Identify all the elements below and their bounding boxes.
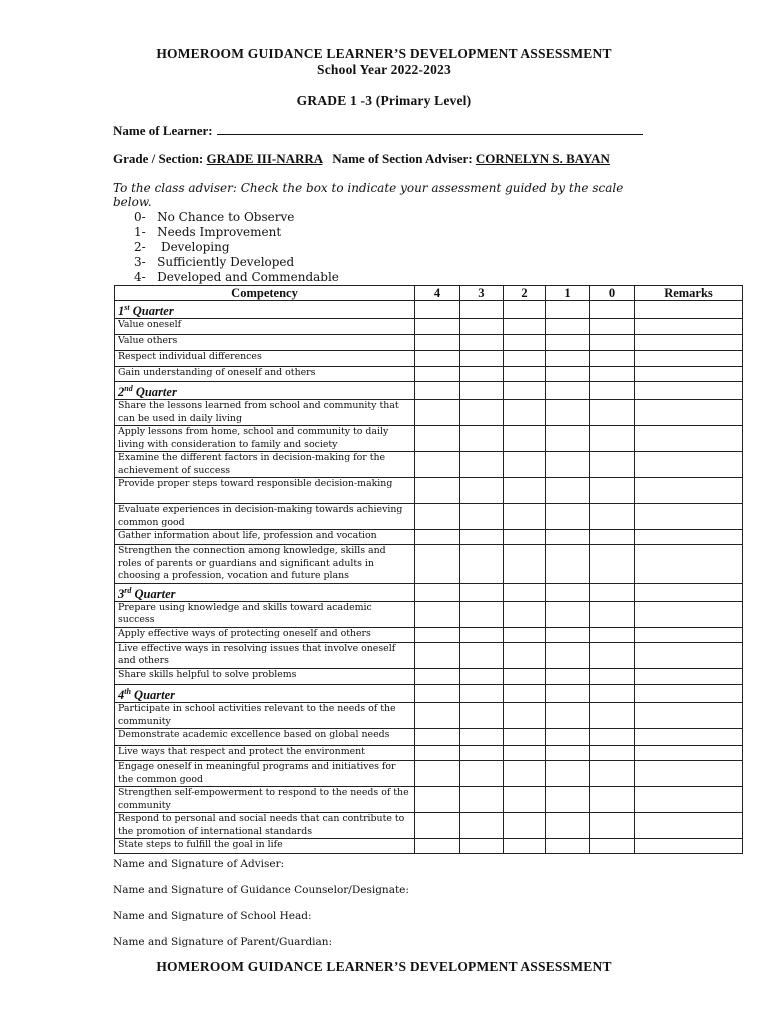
quarter-heading xyxy=(115,684,415,702)
school-head-signature-label: Name and Signature of School Head: xyxy=(113,910,312,922)
quarter-heading xyxy=(115,301,415,319)
score-1-box[interactable] xyxy=(546,642,590,668)
competency-row xyxy=(115,746,743,761)
score-3-box[interactable] xyxy=(460,478,504,504)
score-0-box[interactable] xyxy=(590,504,635,530)
competency-row xyxy=(115,787,743,813)
score-1-box[interactable] xyxy=(546,813,590,839)
learner-name-blank[interactable] xyxy=(217,122,643,135)
score-3-box[interactable] xyxy=(460,400,504,426)
score-4-box[interactable] xyxy=(415,729,460,746)
score-2-box[interactable] xyxy=(504,627,546,642)
competency-text: Share skills helpful to solve problems xyxy=(115,668,415,684)
score-3-box[interactable] xyxy=(460,839,504,854)
quarter-row xyxy=(115,382,743,400)
remarks-cell[interactable] xyxy=(635,367,743,382)
rating-scale xyxy=(134,210,339,285)
remarks-cell[interactable] xyxy=(635,530,743,545)
competency-text: Examine the different factors in decision-making for the achievement of success xyxy=(115,452,415,478)
score-4-box[interactable] xyxy=(415,668,460,684)
learner-name-row xyxy=(113,122,643,139)
remarks-cell[interactable] xyxy=(635,400,743,426)
adviser-signature-label: Name and Signature of Adviser: xyxy=(113,858,285,870)
competency-row xyxy=(115,703,743,729)
competency-text: Strengthen the connection among knowledge, skills and roles of parents or guardians and significant adults in choosing a profession, vocation and future plans xyxy=(115,545,415,584)
score-2-box[interactable] xyxy=(504,545,546,584)
grade-section-label: Grade / Section: xyxy=(113,151,204,166)
score-0-box[interactable] xyxy=(590,452,635,478)
score-3-box[interactable] xyxy=(460,703,504,729)
score-4-box[interactable] xyxy=(415,545,460,584)
competency-text: Apply lessons from home, school and community to daily living with consideration to family and society xyxy=(115,426,415,452)
quarter-label: Quarter xyxy=(130,688,176,703)
remarks-cell[interactable] xyxy=(635,319,743,335)
score-0-box[interactable] xyxy=(590,545,635,584)
quarter-ordinal: th xyxy=(124,686,131,696)
remarks-cell[interactable] xyxy=(635,746,743,761)
remarks-cell[interactable] xyxy=(635,668,743,684)
remarks-cell[interactable] xyxy=(635,335,743,351)
quarter-number: 1 xyxy=(118,304,125,319)
score-1-box[interactable] xyxy=(546,668,590,684)
competency-row xyxy=(115,813,743,839)
adviser-label: Name of Section Adviser: xyxy=(332,151,473,166)
competency-text: Share the lessons learned from school and community that can be used in daily living xyxy=(115,400,415,426)
competency-row xyxy=(115,319,743,335)
score-4-box[interactable] xyxy=(415,478,460,504)
competency-text: Demonstrate academic excellence based on global needs xyxy=(115,729,415,746)
competency-row xyxy=(115,642,743,668)
remarks-cell[interactable] xyxy=(635,642,743,668)
header-remarks: Remarks xyxy=(635,286,743,301)
score-1-box[interactable] xyxy=(546,839,590,854)
score-3-box[interactable] xyxy=(460,601,504,627)
quarter-heading xyxy=(115,583,415,601)
competency-row xyxy=(115,478,743,504)
score-2-box[interactable] xyxy=(504,351,546,367)
competency-text: Live ways that respect and protect the environment xyxy=(115,746,415,761)
competency-row xyxy=(115,761,743,787)
score-1-box[interactable] xyxy=(546,367,590,382)
competency-text: State steps to fulfill the goal in life xyxy=(115,839,415,854)
score-2-box[interactable] xyxy=(504,642,546,668)
quarter-ordinal: rd xyxy=(124,585,132,595)
table-header-row xyxy=(115,286,743,301)
score-1-box[interactable] xyxy=(546,583,590,601)
score-4-box[interactable] xyxy=(415,319,460,335)
score-2-box[interactable] xyxy=(504,746,546,761)
scale-item: 1- Needs Improvement xyxy=(134,225,282,239)
competency-text: Strengthen self-empowerment to respond to the needs of the community xyxy=(115,787,415,813)
score-4-box[interactable] xyxy=(415,382,460,400)
score-2-box[interactable] xyxy=(504,761,546,787)
score-3-box[interactable] xyxy=(460,746,504,761)
score-2-box[interactable] xyxy=(504,684,546,702)
score-4-box[interactable] xyxy=(415,684,460,702)
competency-text: Apply effective ways of protecting oneself and others xyxy=(115,627,415,642)
competency-text: Provide proper steps toward responsible decision-making xyxy=(115,478,415,504)
score-4-box[interactable] xyxy=(415,400,460,426)
remarks-cell[interactable] xyxy=(635,684,743,702)
quarter-row xyxy=(115,583,743,601)
competency-row xyxy=(115,668,743,684)
score-0-box[interactable] xyxy=(590,400,635,426)
header-competency: Competency xyxy=(115,286,415,301)
header-score-1: 1 xyxy=(546,286,590,301)
score-2-box[interactable] xyxy=(504,301,546,319)
score-2-box[interactable] xyxy=(504,787,546,813)
grade-section-value: GRADE III-NARRA xyxy=(206,151,323,166)
learner-name-label: Name of Learner: xyxy=(113,123,213,138)
competency-text: Participate in school activities relevant to the needs of the community xyxy=(115,703,415,729)
header-score-0: 0 xyxy=(590,286,635,301)
quarter-ordinal: nd xyxy=(124,384,133,394)
score-2-box[interactable] xyxy=(504,703,546,729)
quarter-label: Quarter xyxy=(129,304,174,319)
parent-signature-label: Name and Signature of Parent/Guardian: xyxy=(113,936,333,948)
score-1-box[interactable] xyxy=(546,729,590,746)
score-0-box[interactable] xyxy=(590,627,635,642)
score-1-box[interactable] xyxy=(546,400,590,426)
score-2-box[interactable] xyxy=(504,530,546,545)
score-1-box[interactable] xyxy=(546,301,590,319)
competency-row xyxy=(115,335,743,351)
remarks-cell[interactable] xyxy=(635,583,743,601)
score-1-box[interactable] xyxy=(546,530,590,545)
quarter-label: Quarter xyxy=(131,586,176,601)
score-3-box[interactable] xyxy=(460,729,504,746)
score-2-box[interactable] xyxy=(504,504,546,530)
score-1-box[interactable] xyxy=(546,478,590,504)
score-3-box[interactable] xyxy=(460,787,504,813)
quarter-row xyxy=(115,684,743,702)
score-2-box[interactable] xyxy=(504,426,546,452)
score-4-box[interactable] xyxy=(415,335,460,351)
score-2-box[interactable] xyxy=(504,583,546,601)
score-1-box[interactable] xyxy=(546,452,590,478)
score-4-box[interactable] xyxy=(415,504,460,530)
score-2-box[interactable] xyxy=(504,601,546,627)
remarks-cell[interactable] xyxy=(635,627,743,642)
competency-row xyxy=(115,504,743,530)
quarter-row xyxy=(115,301,743,319)
scale-item: 3- Sufficiently Developed xyxy=(134,255,295,269)
score-2-box[interactable] xyxy=(504,668,546,684)
competency-text: Respect individual differences xyxy=(115,351,415,367)
score-3-box[interactable] xyxy=(460,668,504,684)
remarks-cell[interactable] xyxy=(635,351,743,367)
score-4-box[interactable] xyxy=(415,746,460,761)
score-4-box[interactable] xyxy=(415,426,460,452)
score-3-box[interactable] xyxy=(460,813,504,839)
score-3-box[interactable] xyxy=(460,684,504,702)
remarks-cell[interactable] xyxy=(635,813,743,839)
scale-item: 2- Developing xyxy=(134,240,230,254)
document-title: HOMEROOM GUIDANCE LEARNER’S DEVELOPMENT ASSESSMENT xyxy=(156,46,612,61)
score-1-box[interactable] xyxy=(546,601,590,627)
score-2-box[interactable] xyxy=(504,813,546,839)
score-4-box[interactable] xyxy=(415,813,460,839)
competency-text: Engage oneself in meaningful programs and initiatives for the common good xyxy=(115,761,415,787)
score-1-box[interactable] xyxy=(546,545,590,584)
score-4-box[interactable] xyxy=(415,839,460,854)
header-score-3: 3 xyxy=(460,286,504,301)
scale-item: 4- Developed and Commendable xyxy=(134,270,339,284)
score-0-box[interactable] xyxy=(590,382,635,400)
score-3-box[interactable] xyxy=(460,301,504,319)
score-1-box[interactable] xyxy=(546,761,590,787)
score-1-box[interactable] xyxy=(546,335,590,351)
competency-row xyxy=(115,729,743,746)
score-0-box[interactable] xyxy=(590,335,635,351)
score-1-box[interactable] xyxy=(546,787,590,813)
competency-row xyxy=(115,426,743,452)
score-0-box[interactable] xyxy=(590,426,635,452)
competency-row xyxy=(115,530,743,545)
score-0-box[interactable] xyxy=(590,319,635,335)
quarter-number: 3 xyxy=(118,586,125,601)
score-2-box[interactable] xyxy=(504,729,546,746)
score-4-box[interactable] xyxy=(415,301,460,319)
competency-text: Prepare using knowledge and skills toward academic success xyxy=(115,601,415,627)
grade-section-row xyxy=(113,151,610,167)
school-year: School Year 2022-2023 xyxy=(317,62,451,77)
score-0-box[interactable] xyxy=(590,787,635,813)
competency-row xyxy=(115,351,743,367)
score-0-box[interactable] xyxy=(590,839,635,854)
remarks-cell[interactable] xyxy=(635,729,743,746)
score-1-box[interactable] xyxy=(546,426,590,452)
score-3-box[interactable] xyxy=(460,319,504,335)
competency-row xyxy=(115,601,743,627)
score-0-box[interactable] xyxy=(590,729,635,746)
header-score-2: 2 xyxy=(504,286,546,301)
score-4-box[interactable] xyxy=(415,601,460,627)
competency-row xyxy=(115,452,743,478)
score-0-box[interactable] xyxy=(590,601,635,627)
quarter-label: Quarter xyxy=(132,385,177,400)
score-0-box[interactable] xyxy=(590,478,635,504)
score-1-box[interactable] xyxy=(546,684,590,702)
remarks-cell[interactable] xyxy=(635,478,743,504)
score-2-box[interactable] xyxy=(504,478,546,504)
score-3-box[interactable] xyxy=(460,545,504,584)
score-2-box[interactable] xyxy=(504,382,546,400)
remarks-cell[interactable] xyxy=(635,452,743,478)
score-4-box[interactable] xyxy=(415,452,460,478)
score-2-box[interactable] xyxy=(504,400,546,426)
header-score-4: 4 xyxy=(415,286,460,301)
remarks-cell[interactable] xyxy=(635,504,743,530)
competency-row xyxy=(115,545,743,584)
score-1-box[interactable] xyxy=(546,703,590,729)
score-0-box[interactable] xyxy=(590,583,635,601)
remarks-cell[interactable] xyxy=(635,787,743,813)
competency-row xyxy=(115,400,743,426)
remarks-cell[interactable] xyxy=(635,545,743,584)
score-1-box[interactable] xyxy=(546,319,590,335)
instructions: To the class adviser: Check the box to indicate your assessment guided by the scale below. xyxy=(113,181,624,209)
score-0-box[interactable] xyxy=(590,367,635,382)
score-4-box[interactable] xyxy=(415,367,460,382)
competency-text: Gain understanding of oneself and others xyxy=(115,367,415,382)
score-2-box[interactable] xyxy=(504,452,546,478)
score-4-box[interactable] xyxy=(415,787,460,813)
remarks-cell[interactable] xyxy=(635,426,743,452)
competency-text: Value oneself xyxy=(115,319,415,335)
remarks-cell[interactable] xyxy=(635,301,743,319)
score-0-box[interactable] xyxy=(590,703,635,729)
competency-text: Gather information about life, profession and vocation xyxy=(115,530,415,545)
score-2-box[interactable] xyxy=(504,839,546,854)
score-4-box[interactable] xyxy=(415,642,460,668)
score-4-box[interactable] xyxy=(415,761,460,787)
score-0-box[interactable] xyxy=(590,668,635,684)
remarks-cell[interactable] xyxy=(635,839,743,854)
table-body xyxy=(115,301,743,854)
score-0-box[interactable] xyxy=(590,813,635,839)
score-3-box[interactable] xyxy=(460,335,504,351)
quarter-ordinal: st xyxy=(124,303,130,312)
scale-item: 0- No Chance to Observe xyxy=(134,210,295,224)
grade-level: GRADE 1 -3 (Primary Level) xyxy=(296,93,472,108)
score-1-box[interactable] xyxy=(546,627,590,642)
competency-text: Live effective ways in resolving issues that involve oneself and others xyxy=(115,642,415,668)
score-3-box[interactable] xyxy=(460,452,504,478)
remarks-cell[interactable] xyxy=(635,382,743,400)
score-3-box[interactable] xyxy=(460,583,504,601)
score-0-box[interactable] xyxy=(590,530,635,545)
score-4-box[interactable] xyxy=(415,627,460,642)
score-0-box[interactable] xyxy=(590,761,635,787)
remarks-cell[interactable] xyxy=(635,703,743,729)
score-0-box[interactable] xyxy=(590,684,635,702)
score-1-box[interactable] xyxy=(546,382,590,400)
competency-text: Value others xyxy=(115,335,415,351)
competency-row xyxy=(115,367,743,382)
score-2-box[interactable] xyxy=(504,367,546,382)
score-1-box[interactable] xyxy=(546,351,590,367)
footer-title: HOMEROOM GUIDANCE LEARNER’S DEVELOPMENT ASSESSMENT xyxy=(156,959,612,974)
score-2-box[interactable] xyxy=(504,319,546,335)
quarter-heading xyxy=(115,382,415,400)
assessment-table xyxy=(114,285,743,854)
counselor-signature-label: Name and Signature of Guidance Counselor/Designate: xyxy=(113,884,409,896)
competency-row xyxy=(115,627,743,642)
remarks-cell[interactable] xyxy=(635,761,743,787)
score-0-box[interactable] xyxy=(590,642,635,668)
competency-text: Respond to personal and social needs that can contribute to the promotion of international standards xyxy=(115,813,415,839)
quarter-number: 2 xyxy=(118,385,125,400)
score-2-box[interactable] xyxy=(504,335,546,351)
score-3-box[interactable] xyxy=(460,642,504,668)
score-0-box[interactable] xyxy=(590,301,635,319)
score-3-box[interactable] xyxy=(460,504,504,530)
score-3-box[interactable] xyxy=(460,426,504,452)
score-4-box[interactable] xyxy=(415,530,460,545)
score-0-box[interactable] xyxy=(590,351,635,367)
score-0-box[interactable] xyxy=(590,746,635,761)
score-3-box[interactable] xyxy=(460,351,504,367)
score-3-box[interactable] xyxy=(460,627,504,642)
score-3-box[interactable] xyxy=(460,761,504,787)
score-3-box[interactable] xyxy=(460,382,504,400)
score-4-box[interactable] xyxy=(415,703,460,729)
score-4-box[interactable] xyxy=(415,583,460,601)
score-1-box[interactable] xyxy=(546,504,590,530)
score-4-box[interactable] xyxy=(415,351,460,367)
competency-text: Evaluate experiences in decision-making towards achieving common good xyxy=(115,504,415,530)
score-3-box[interactable] xyxy=(460,530,504,545)
quarter-number: 4 xyxy=(118,688,125,703)
competency-row xyxy=(115,839,743,854)
adviser-value: CORNELYN S. BAYAN xyxy=(475,151,610,166)
remarks-cell[interactable] xyxy=(635,601,743,627)
score-1-box[interactable] xyxy=(546,746,590,761)
score-3-box[interactable] xyxy=(460,367,504,382)
